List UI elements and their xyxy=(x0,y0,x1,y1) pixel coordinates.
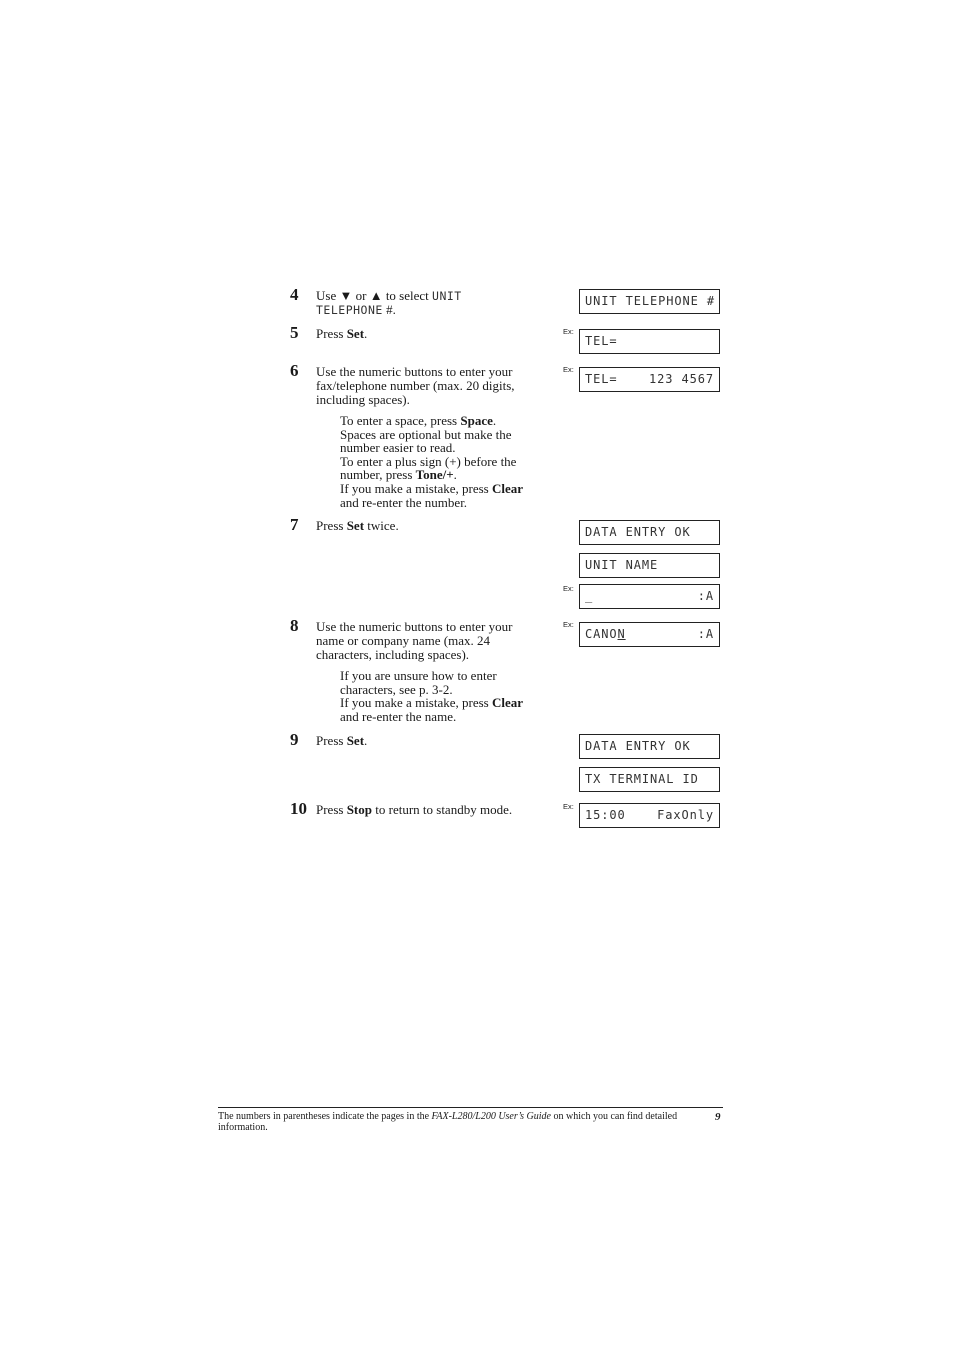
lcd-name-canon xyxy=(579,622,720,647)
note-characters: If you are unsure how to enter characters, see p. 3-2. xyxy=(340,668,497,697)
note-space xyxy=(340,414,535,455)
menu-name: UNIT xyxy=(432,289,462,303)
lcd-text: TEL= xyxy=(585,372,618,386)
lcd-text: CANO xyxy=(585,627,618,641)
step-number: 6 xyxy=(290,361,299,380)
note-mistake xyxy=(340,696,535,723)
step-number: 8 xyxy=(290,616,299,635)
lcd-data-entry-ok: DATA ENTRY OK xyxy=(579,734,720,759)
lcd-name-cursor xyxy=(579,584,720,609)
example-label: Ex: xyxy=(563,327,574,336)
example-label: Ex: xyxy=(563,802,574,811)
lcd-data-entry-ok: DATA ENTRY OK xyxy=(579,520,720,545)
step-number: 5 xyxy=(290,323,299,342)
step-9-text xyxy=(316,734,531,748)
button-name: Space xyxy=(460,413,493,428)
note-text: If you make a mistake, press xyxy=(340,695,492,711)
note-text: and re-enter the number. xyxy=(340,494,468,510)
step-text-part: #. xyxy=(382,302,396,317)
note-mistake xyxy=(340,482,535,509)
step-7-text xyxy=(316,519,531,533)
step-number: 10 xyxy=(290,799,307,818)
note-text: and re-enter the name. xyxy=(340,708,457,724)
button-name: Stop xyxy=(346,802,372,817)
button-name: Clear xyxy=(491,695,524,711)
step-text-part: twice. xyxy=(364,518,399,533)
button-name: Tone/+ xyxy=(415,467,454,483)
lcd-tx-terminal-id: TX TERMINAL ID xyxy=(579,767,720,792)
step-text-part: Use xyxy=(316,288,340,303)
step-text-part: to return to standby mode. xyxy=(372,802,513,817)
step-6-notes xyxy=(340,414,535,509)
step-8-notes xyxy=(340,669,535,723)
down-arrow-icon: ▼ xyxy=(339,288,353,303)
lcd-standby xyxy=(579,803,720,828)
step-number: 7 xyxy=(290,515,299,534)
step-5-text xyxy=(316,327,531,341)
step-8-text: Use the numeric buttons to enter your name or company name (max. 24 characters, including spaces). xyxy=(316,619,513,662)
step-text-part: . xyxy=(364,733,368,748)
example-label: Ex: xyxy=(563,365,574,374)
step-text-part: . xyxy=(364,326,368,341)
step-text-part: or xyxy=(352,288,370,303)
step-text-part: to select xyxy=(382,288,433,303)
lcd-text: :A xyxy=(697,627,714,641)
page-number: 9 xyxy=(715,1111,721,1123)
lcd-cursor: _ xyxy=(585,589,594,603)
lcd-unit-name: UNIT NAME xyxy=(579,553,720,578)
note-text: To enter a space, press xyxy=(340,413,461,428)
footer-rule xyxy=(218,1107,723,1108)
lcd-text: :A xyxy=(697,589,714,603)
lcd-text: FaxOnly xyxy=(657,808,714,822)
button-name: Clear xyxy=(491,480,524,496)
button-name: Set xyxy=(346,326,365,341)
step-number: 4 xyxy=(290,285,299,304)
menu-name: TELEPHONE xyxy=(316,303,383,317)
footer-note xyxy=(218,1112,708,1133)
step-10-text xyxy=(316,803,531,817)
step-text-part: Press xyxy=(316,802,347,817)
step-text-part: Press xyxy=(316,518,347,533)
note-text: . xyxy=(453,467,457,483)
footer-text: The numbers in parentheses indicate the pages in the xyxy=(218,1111,432,1122)
note-text: To enter a plus sign (+) before the number, press xyxy=(340,453,517,483)
button-name: Set xyxy=(346,518,365,533)
button-name: Set xyxy=(346,733,365,748)
lcd-unit-telephone: UNIT TELEPHONE # xyxy=(579,289,720,314)
step-text-part: Press xyxy=(316,733,347,748)
guide-title: FAX-L280/L200 User’s Guide xyxy=(431,1111,551,1122)
lcd-text: 123 4567 xyxy=(649,372,714,386)
example-label: Ex: xyxy=(563,584,574,593)
lcd-tel-empty: TEL= xyxy=(579,329,720,354)
step-6-text: Use the numeric buttons to enter your fax/telephone number (max. 20 digits, including spaces). xyxy=(316,364,515,407)
note-text: If you make a mistake, press xyxy=(340,480,492,496)
note-text: . Spaces are optional but make the number easier to read. xyxy=(340,413,512,456)
up-arrow-icon: ▲ xyxy=(369,288,383,303)
lcd-tel-number xyxy=(579,367,720,392)
note-plus xyxy=(340,455,535,482)
lcd-text: 15:00 xyxy=(585,808,626,822)
step-4-text xyxy=(316,289,531,317)
step-text-part: Press xyxy=(316,326,347,341)
footer-text: on which you can find detailed information. xyxy=(218,1111,678,1133)
example-label: Ex: xyxy=(563,620,574,629)
lcd-cursor: N xyxy=(617,627,626,641)
step-number: 9 xyxy=(290,730,299,749)
